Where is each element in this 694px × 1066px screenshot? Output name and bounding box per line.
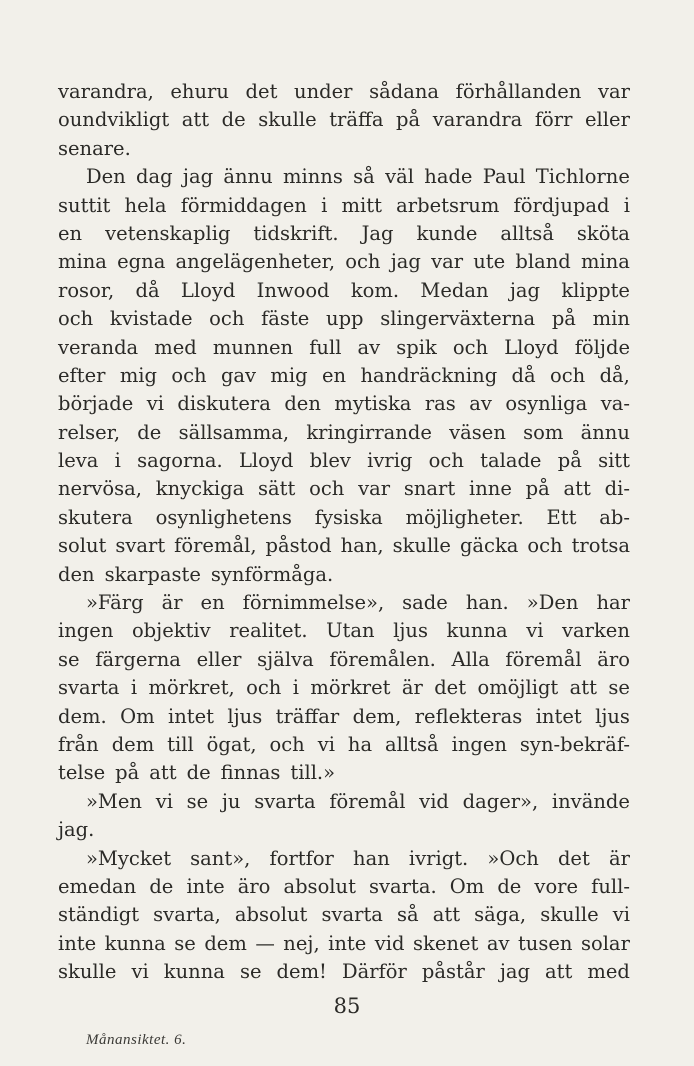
body-text [58, 78, 630, 987]
text-line: ingen objektiv realitet. Utan ljus kunna vi varken [58, 619, 630, 643]
text-line: »Färg är en förnimmelse», sade han. »Den har [86, 591, 630, 615]
text-line: relser, de sällsamma, kringirrande väsen som ännu [58, 420, 630, 444]
text-line: suttit hela förmiddagen i mitt arbetsrum fördjupad i [58, 193, 630, 217]
text-line: och kvistade och fäste upp slingerväxterna på min [58, 307, 630, 331]
text-line: Den dag jag ännu minns så väl hade Paul Tichlorne [86, 165, 630, 189]
text-line: varandra, ehuru det under sådana förhållanden var [58, 80, 630, 103]
text-line: leva i sagorna. Lloyd blev ivrig och talade på sitt [58, 449, 630, 473]
text-line: oundvikligt att de skulle träffa på varandra förr eller [58, 108, 630, 132]
text-line: »Mycket sant», fortfor han ivrigt. »Och det är [86, 846, 630, 870]
printer-signature: Månansiktet. 6. [86, 1032, 187, 1048]
text-line: svarta i mörkret, och i mörkret är det omöjligt att se [58, 676, 630, 700]
text-line: veranda med munnen full av spik och Lloyd följde [58, 335, 630, 359]
text-line: skutera osynlighetens fysiska möjligheter. Ett ab- [58, 505, 630, 529]
text-line: jag. [58, 818, 95, 842]
text-line: från dem till ögat, och vi ha alltså ingen syn-bekräf- [58, 732, 630, 756]
text-line: den skarpaste synförmåga. [58, 562, 334, 586]
text-line: emedan de inte äro absolut svarta. Om de vore full- [58, 874, 630, 898]
text-line: började vi diskutera den mytiska ras av osynliga va- [58, 392, 630, 416]
text-line: senare. [58, 136, 131, 160]
text-line: solut svart föremål, påstod han, skulle gäcka och trotsa [58, 534, 630, 558]
text-line: dem. Om intet ljus träffar dem, reflekteras intet ljus [58, 704, 630, 728]
text-line: rosor, då Lloyd Inwood kom. Medan jag klippte [58, 278, 630, 302]
text-line: »Men vi se ju svarta föremål vid dager», invände [86, 789, 630, 813]
text-line: en vetenskaplig tidskrift. Jag kunde alltså sköta [58, 221, 630, 245]
text-line: telse på att de finnas till.» [58, 761, 336, 785]
text-line: inte kunna se dem — nej, inte vid skenet av tusen solar [58, 931, 630, 955]
text-line: se färgerna eller själva föremålen. Alla föremål äro [58, 647, 630, 671]
text-line: ständigt svarta, absolut svarta så att säga, skulle vi [58, 903, 630, 927]
page-number: 85 [333, 994, 361, 1018]
text-line: nervösa, knyckiga sätt och var snart inne på att di- [58, 477, 630, 501]
text-line: efter mig och gav mig en handräckning då och då, [58, 363, 630, 387]
text-line: mina egna angelägenheter, och jag var ute bland mina [58, 250, 630, 274]
text-line: skulle vi kunna se dem! Därför påstår jag att med [58, 960, 630, 984]
